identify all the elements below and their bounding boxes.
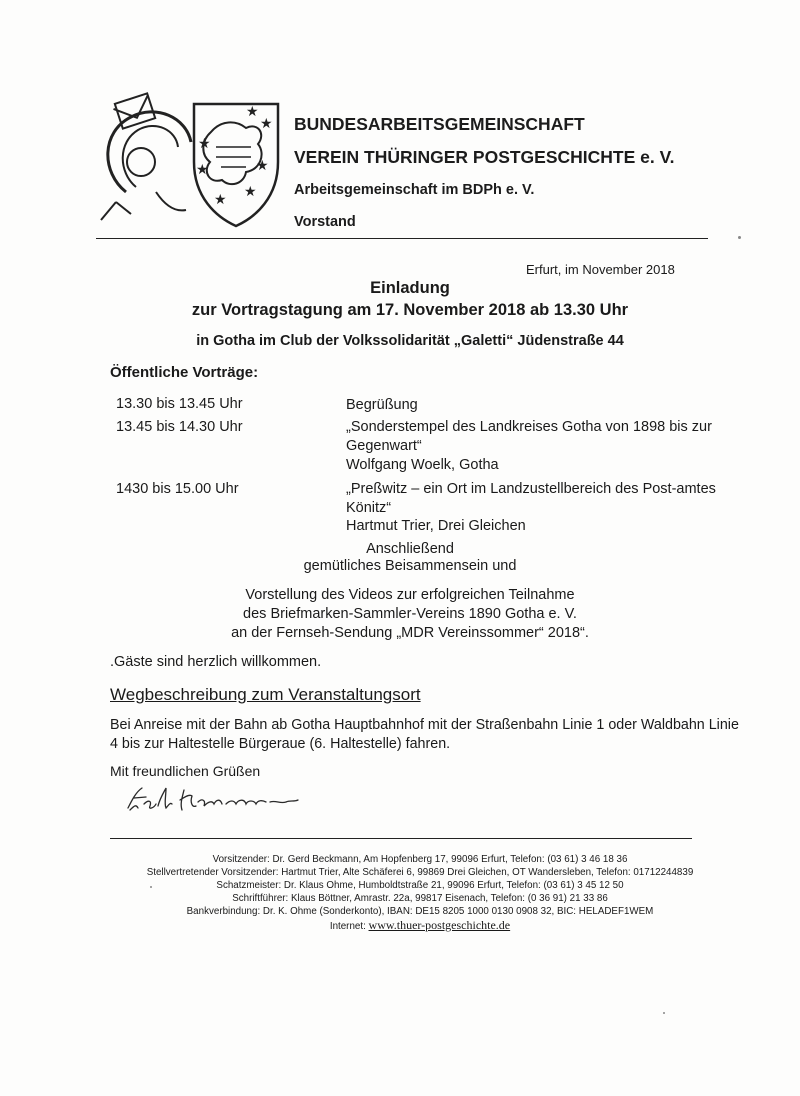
footer-divider — [110, 838, 692, 839]
org-name-line-2: VEREIN THÜRINGER POSTGESCHICHTE e. V. — [294, 147, 675, 167]
footer-treasurer: Schatzmeister: Dr. Klaus Ohme, Humboldtstraße 21, 99096 Erfurt, Telefon: (03 61) 3 45 12 50 — [216, 880, 624, 891]
handwritten-signature — [120, 770, 320, 820]
org-name-line-3: Arbeitsgemeinschaft im BDPh e. V. — [294, 182, 535, 198]
program-title: „Sonderstempel des Landkreises Gotha von 1898 bis zur Gegenwart“ — [346, 419, 712, 454]
org-name-line-4: Vorstand — [294, 214, 356, 230]
program-speaker: Hartmut Trier, Drei Gleichen — [346, 518, 526, 534]
program-time: 13.30 bis 13.45 Uhr — [116, 396, 243, 412]
talks-heading: Öffentliche Vorträge: — [110, 364, 259, 381]
route-text: Bei Anreise mit der Bahn ab Gotha Hauptbahnhof mit der Straßenbahn Linie 1 oder Waldbahn Linie 4 bis zur Haltestelle Bürgeraue (6. Haltestelle) fahren. — [110, 717, 739, 752]
footer-chair: Vorsitzender: Dr. Gerd Beckmann, Am Hopfenberg 17, 99096 Erfurt, Telefon: (03 61) 3 46 18 36 — [212, 854, 628, 865]
program-time: 13.45 bis 14.30 Uhr — [116, 419, 243, 435]
svg-text:★: ★ — [196, 162, 209, 178]
svg-text:★: ★ — [246, 104, 259, 120]
video-line-1: Vorstellung des Videos zur erfolgreichen Teilnahme — [245, 587, 575, 603]
afterwards-line-1: Anschließend — [366, 541, 454, 557]
svg-text:★: ★ — [198, 136, 211, 152]
footer-internet-label: Internet: — [329, 921, 366, 932]
program-speaker: Wolfgang Woelk, Gotha — [346, 457, 499, 473]
org-name-line-1: BUNDESARBEITSGEMEINSCHAFT — [294, 114, 585, 134]
program-time: 1430 bis 15.00 Uhr — [116, 481, 239, 497]
svg-text:★: ★ — [256, 158, 269, 174]
afterwards-line-2: gemütliches Beisammensein und — [303, 558, 517, 574]
invitation-location: in Gotha im Club der Volkssolidarität „Galetti“ Jüdenstraße 44 — [196, 333, 624, 349]
invitation-subheading: zur Vortragstagung am 17. November 2018 ab 13.30 Uhr — [191, 301, 629, 319]
website-link[interactable]: www.thuer-postgeschichte.de — [368, 918, 511, 932]
association-logo — [96, 92, 288, 232]
svg-text:★: ★ — [244, 184, 257, 200]
program-title: „Preßwitz – ein Ort im Landzustellbereich des Post-amtes Könitz“ — [346, 481, 716, 516]
program-title: Begrüßung — [346, 397, 418, 413]
footer-vice-chair: Stellvertretender Vorsitzender: Hartmut Trier, Alte Schäferei 6, 99869 Drei Gleichen, OT Wandersleben, Telefon: 01712244839 — [146, 867, 694, 878]
video-line-3: an der Fernseh-Sendung „MDR Vereinssommer“ 2018“. — [231, 625, 589, 641]
welcome-text: .Gäste sind herzlich willkommen. — [110, 654, 322, 670]
invitation-heading: Einladung — [370, 279, 450, 297]
route-heading: Wegbeschreibung zum Veranstaltungsort — [110, 685, 421, 704]
footer-secretary: Schriftführer: Klaus Böttner, Amrastr. 22a, 99817 Eisenach, Telefon: (0 36 91) 21 33 86 — [232, 893, 608, 904]
video-line-2: des Briefmarken-Sammler-Vereins 1890 Gotha e. V. — [243, 606, 577, 622]
header-divider — [96, 238, 708, 239]
svg-text:★: ★ — [214, 192, 227, 208]
date-line: Erfurt, im November 2018 — [526, 262, 675, 277]
closing-text: Mit freundlichen Grüßen — [110, 763, 261, 779]
footer-internet — [100, 919, 740, 933]
footer-bank: Bankverbindung: Dr. K. Ohme (Sonderkonto), IBAN: DE15 8205 1000 0130 0908 32, BIC: HELADEF1WEM — [186, 906, 654, 917]
svg-text:★: ★ — [260, 116, 273, 132]
